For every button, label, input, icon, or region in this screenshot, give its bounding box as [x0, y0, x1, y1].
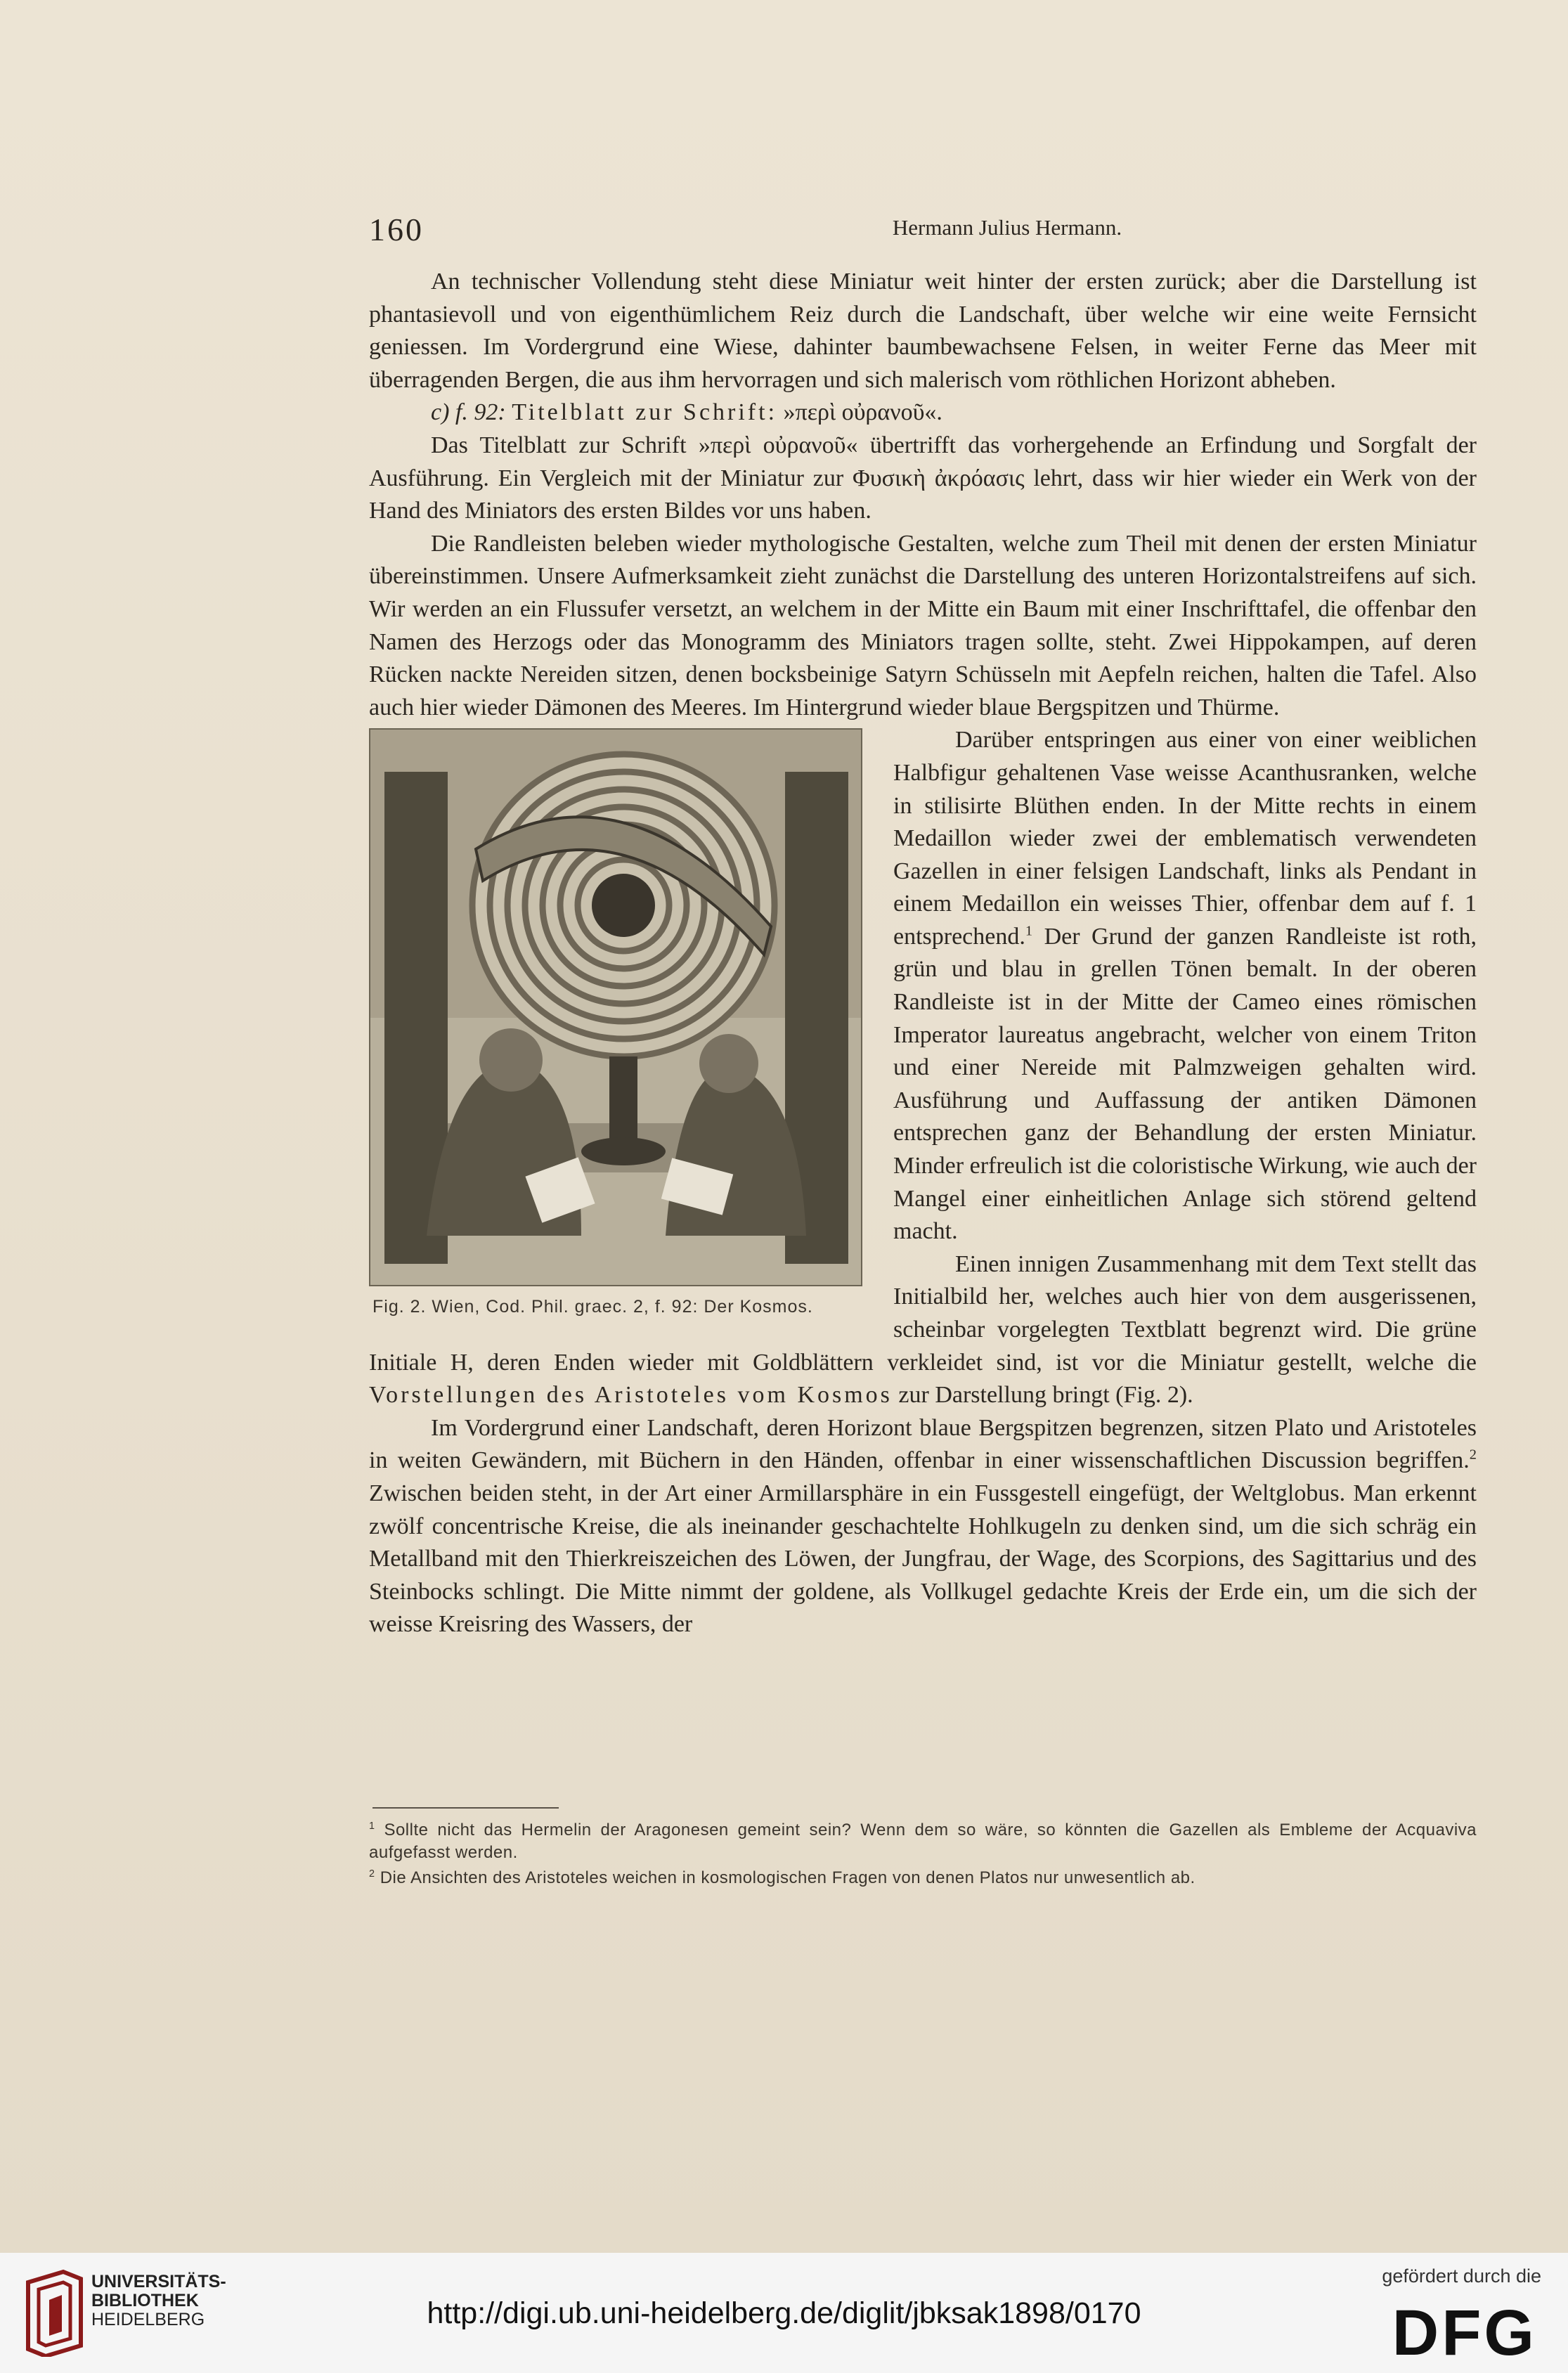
miniature-image	[369, 728, 862, 1286]
paragraph-text: Einen innigen Zusammenhang mit dem Text stellt das Initialbild her, welches auch hier von dem ausgerissenen, scheinbar vorgelegten Textblatt begrenzt wird. Die grüne Initiale H, deren Enden wieder mit Goldblättern verkleidet sind, ist vor die Miniatur gestellt, welche die	[369, 1250, 1477, 1376]
footnote-mark: 1	[369, 1821, 375, 1832]
heading-greek: »περὶ οὐρανοῦ«.	[783, 399, 942, 426]
footnote	[369, 1867, 1477, 1889]
footnote	[369, 1819, 1477, 1864]
library-name-line: BIBLIOTHEK	[91, 2291, 199, 2310]
body-text	[369, 266, 1477, 1641]
dfg-logo[interactable]: DFG	[1392, 2297, 1537, 2369]
funding-note: gefördert durch die	[1382, 2265, 1541, 2287]
paragraph: Die Randleisten beleben wieder mythologische Gestalten, welche zum Theil mit denen der ersten Miniatur übereinstimmen. Unsere Aufmerksamkeit zieht zunächst die Darstellung des unteren Horizontalstreifens auf sich. Wir werden an ein Flussufer versetzt, an welchem in der Mitte ein Baum mit einer Inschrifttafel, die offenbar den Namen des Herzogs oder das Monogramm des Miniators tragen sollte, steht. Zwei Hippokampen, auf deren Rücken nackte Nereiden sitzen, denen bocksbeinige Satyrn Schüsseln mit Aepfeln reichen, halten die Tafel. Also auch hier wieder Dämonen des Meeres. Im Hintergrund wieder blaue Bergspitzen und Thürme.	[369, 530, 1477, 720]
library-name-line: UNIVERSITÄTS-	[91, 2272, 226, 2291]
running-title: Hermann Julius Hermann.	[892, 215, 1122, 240]
heading-text: Titelblatt zur Schrift:	[512, 399, 778, 426]
footnote-mark: 2	[369, 1868, 375, 1880]
heading-number: c) f. 92:	[431, 399, 506, 426]
library-name-line: HEIDELBERG	[91, 2310, 205, 2329]
paragraph: An technischer Vollendung steht diese Miniatur weit hinter der ersten zurück; aber die Darstellung ist phantasievoll und von eigenthümlichem Reiz durch die Landschaft, über welche wir eine weite Fernsicht geniessen. Im Vordergrund eine Wiese, dahinter baumbewachsene Felsen, in weiter Ferne das Meer mit überragenden Bergen, die aus ihm hervorragen und sich malerisch vom röthlichen Horizont abheben.	[369, 269, 1477, 393]
page-number: 160	[369, 212, 424, 247]
spaced-emphasis: Vorstellungen des Aristoteles vom Kosmos	[369, 1382, 893, 1409]
footnote-text: Sollte nicht das Hermelin der Aragonesen gemeint sein? Wenn dem so wäre, so könnten die Gazellen als Embleme der Acquaviva aufgefasst werden.	[369, 1821, 1477, 1862]
footnote-text: Die Ansichten des Aristoteles weichen in kosmologischen Fragen von denen Platos nur unwesentlich ab.	[380, 1868, 1196, 1887]
paragraph-text: Im Vordergrund einer Landschaft, deren Horizont blaue Bergspitzen begrenzen, sitzen Plato und Aristoteles in weiten Gewändern, mit Büchern in den Händen, offenbar in einer wissenschaftlichen Discussion begriffen.	[369, 1414, 1477, 1474]
paragraph-text: Der Grund der ganzen Randleiste ist roth, grün und blau in grellen Tönen bemalt. In der oberen Randleiste ist in der Mitte der Cameo eines römischen Imperator laureatus angebracht, welcher von einem Triton und einer Nereide mit Palmzweigen gehalten wird. Ausführung und Auffassung der antiken Dämonen entsprechen ganz der Behandlung der ersten Miniatur. Minder erfreulich ist die coloristische Wirkung, wie auch der Mangel einer einheitlichen Anlage sich störend geltend macht.	[893, 923, 1477, 1245]
paragraph	[369, 1412, 1477, 1641]
footnote-ref: 1	[1025, 923, 1033, 939]
paragraph-text: Zwischen beiden steht, in der Art einer Armillarsphäre in ein Fussgestell eingefügt, der Weltglobus. Man erkennt zwölf concentrische Kreise, die als ineinander geschachtelte Hohlkugeln zu denken sind, um die sich schräg ein Metallband mit den Thierkreiszeichen des Löwen, der Jungfrau, der Wage, des Scorpions, des Sagittarius und des Steinbocks schlingt. Die Mitte nimmt der goldene, als Vollkugel gedachte Kreis der Erde ein, um die sich der weisse Kreisring des Wassers, der	[369, 1480, 1477, 1638]
footnote-ref: 2	[1469, 1447, 1477, 1463]
paragraph-text: Darüber entspringen aus einer von einer weiblichen Halbfigur gehaltenen Vase weisse Acanthusranken, welche in stilisirte Blüthen enden. In der Mitte rechts in einem Medaillon wieder zwei der emblematisch verwendeten Gazellen in einer felsigen Landschaft, links als Pendant in einem Medaillon ein weisses Thier, offenbar dem auf f. 1 entsprechend.	[893, 727, 1477, 950]
paragraph: Das Titelblatt zur Schrift »περὶ οὐρανοῦ« übertrifft das vorhergehende an Erfindung und Sorgfalt der Ausführung. Ein Vergleich mit der Miniatur zur Φυσικὴ ἀκρόασις lehrt, dass wir hier wieder ein Werk von der Hand des Miniators des ersten Bildes vor uns haben.	[369, 432, 1477, 524]
figure-caption: Fig. 2. Wien, Cod. Phil. graec. 2, f. 92: Der Kosmos.	[372, 1297, 813, 1317]
footnote-divider	[372, 1807, 559, 1809]
kosmos-miniature-illustration	[370, 730, 861, 1285]
paragraph-text: zur Darstellung bringt (Fig. 2).	[898, 1382, 1193, 1409]
permalink-url[interactable]: http://digi.ub.uni-heidelberg.de/diglit/jbksak1898/0170	[427, 2296, 1141, 2330]
viewer-footer	[0, 2253, 1568, 2373]
figure-kosmos	[369, 728, 878, 1331]
page-header	[369, 211, 1477, 246]
section-heading	[369, 396, 1477, 429]
